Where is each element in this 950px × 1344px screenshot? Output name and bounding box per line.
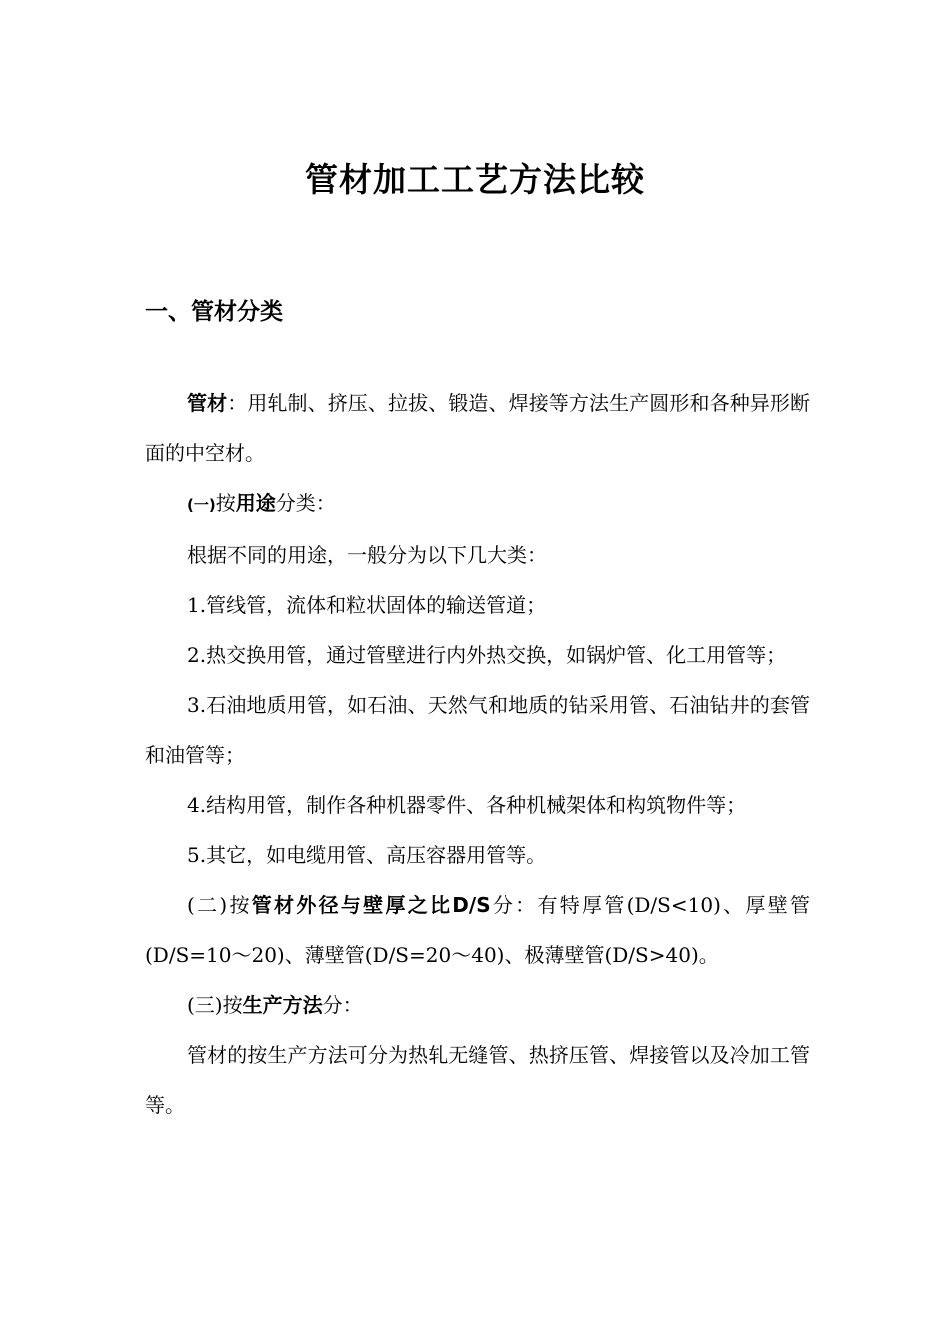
category-number: (二): [187, 893, 228, 917]
definition-text: 用轧制、挤压、拉拔、锻造、焊接等方法生产圆形和各种异形断面的中空材。: [145, 391, 811, 465]
category-number: (一): [187, 496, 216, 514]
section-heading: 一、管材分类: [145, 299, 283, 325]
list-item: 2.热交换用管，通过管壁进行内外热交换，如锅炉管、化工用管等；: [187, 643, 787, 667]
category-number: (三): [187, 993, 223, 1017]
list-item: 5.其它，如电缆用管、高压容器用管等。: [187, 843, 547, 867]
category-key: 管材外径与壁厚之比D/S: [251, 893, 491, 917]
method-paragraph: 管材的按生产方法可分为热轧无缝管、热挤压管、焊接管以及冷加工管等。: [145, 1043, 810, 1117]
category-key: 生产方法: [242, 993, 323, 1017]
category-suffix: 分类：: [275, 491, 336, 515]
list-item: 3.石油地质用管，如石油、天然气和地质的钻采用管、石油钻井的套管和油管等；: [145, 693, 810, 767]
definition-paragraph: [145, 378, 810, 478]
category-prefix: 按: [222, 993, 243, 1017]
category-text: 有特厚管(D/S<10)、厚壁管(D/S=10～20)、薄壁管(D/S=20～40)、极薄壁管(D/S>40)。: [145, 893, 811, 967]
definition-colon: ：: [227, 391, 248, 415]
category-key: 用途: [235, 491, 276, 515]
category-prefix: 按: [227, 893, 252, 917]
list-item: 1.管线管，流体和粒状固体的输送管道；: [187, 593, 547, 617]
category-heading-ratio: [145, 880, 810, 980]
usage-intro: 根据不同的用途，一般分为以下几大类：: [187, 543, 547, 567]
list-item: 4.结构用管，制作各种机器零件、各种机械架体和构筑物件等；: [187, 793, 747, 817]
category-prefix: 按: [215, 491, 236, 515]
category-heading-method: [145, 980, 810, 1030]
category-suffix: 分：: [490, 893, 538, 917]
category-suffix: 分：: [322, 993, 363, 1017]
category-heading-usage: [145, 478, 810, 530]
document-body: [145, 378, 810, 1130]
document-title: 管材加工工艺方法比较: [305, 160, 645, 199]
definition-term: 管材: [187, 391, 228, 415]
